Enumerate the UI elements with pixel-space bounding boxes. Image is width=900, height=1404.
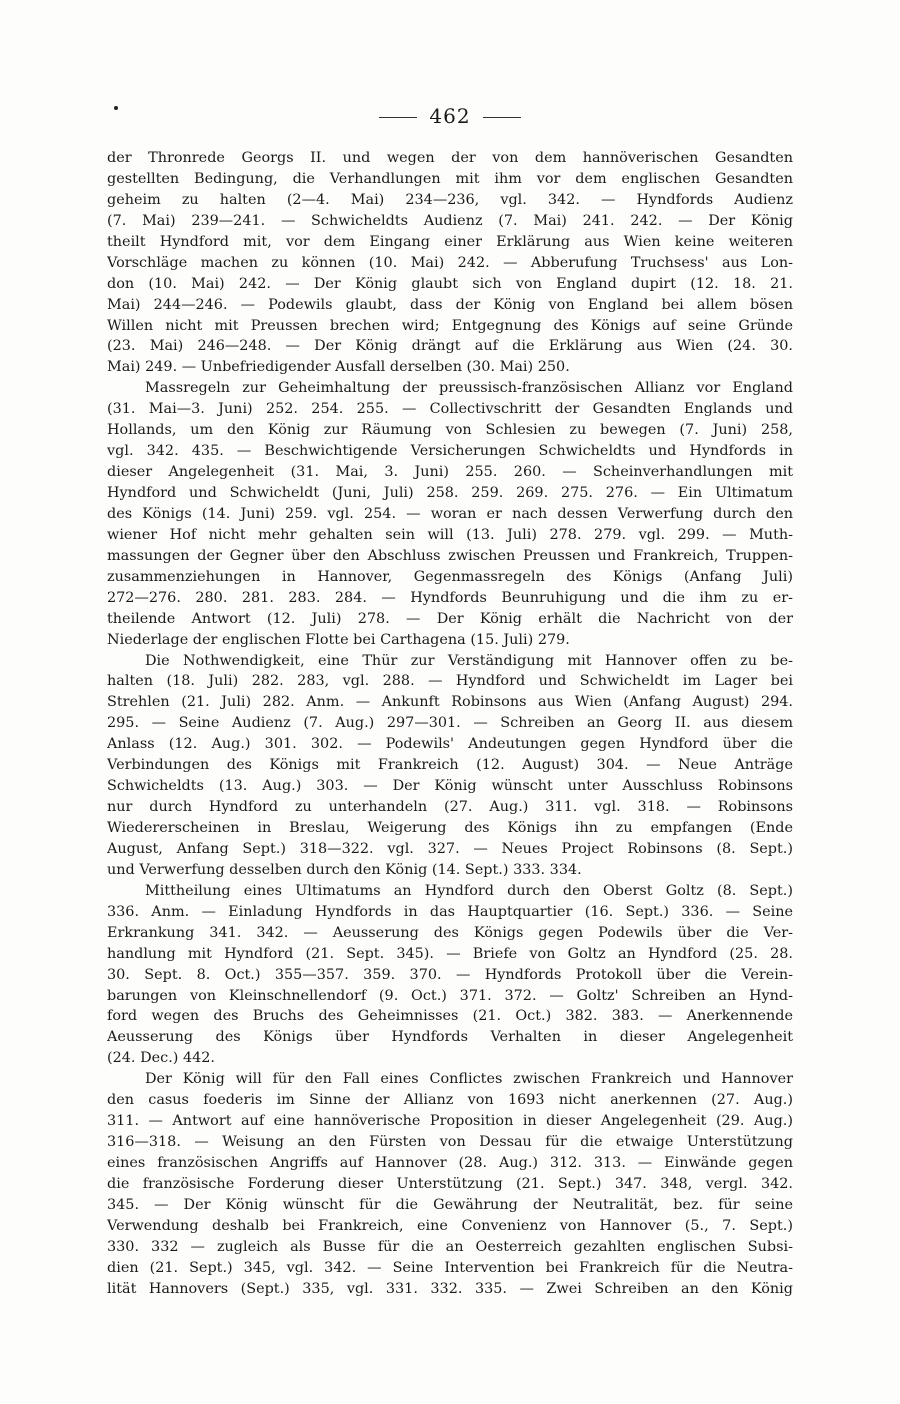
text-line: 295. — Seine Audienz (7. Aug.) 297—301. — Schreiben an Georg II. aus diesem — [107, 715, 793, 732]
text-line: Der König will für den Fall eines Conflictes zwischen Frankreich und Hannover — [145, 1071, 793, 1088]
text-line: Vorschläge machen zu können (10. Mai) 242. — Abberufung Truchsess' aus Lon- — [107, 254, 793, 271]
text-line: eines französischen Angriffs auf Hannover (28. Aug.) 312. 313. — Einwände gegen — [107, 1155, 793, 1171]
text-line: 336. Anm. — Einladung Hyndfords in das Hauptquartier (16. Sept.) 336. — Seine — [107, 903, 793, 920]
text-line: Schwicheldts (13. Aug.) 303. — Der König wünscht unter Ausschluss Robinsons — [107, 778, 793, 795]
text-line: August, Anfang Sept.) 318—322. vgl. 327. — Neues Project Robinsons (8. Sept.) — [107, 840, 793, 857]
text-line: Verwendung deshalb bei Frankreich, eine Convenienz von Hannover (5., 7. Sept.) — [107, 1217, 793, 1234]
text-line: 345. — Der König wünscht für die Gewährung der Neutralität, bez. für seine — [107, 1196, 793, 1213]
text-line: Die Nothwendigkeit, eine Thür zur Verständigung mit Hannover offen zu be- — [145, 652, 793, 669]
text-line: lität Hannovers (Sept.) 335, vgl. 331. 332. 335. — Zwei Schreiben an den König — [107, 1280, 793, 1297]
text-line: Mai) 244—246. — Podewils glaubt, dass der König von England bei allem bösen — [107, 296, 793, 313]
text-line: (7. Mai) 239—241. — Schwicheldts Audienz (7. Mai) 241. 242. — Der König — [107, 212, 793, 229]
text-line: theilt Hyndford mit, vor dem Eingang einer Erklärung aus Wien keine weiteren — [107, 233, 793, 250]
text-line: 316—318. — Weisung an den Fürsten von Dessau für die etwaige Unterstützung — [107, 1134, 793, 1151]
text-line: massungen der Gegner über den Abschluss zwischen Preussen und Frankreich, Truppen- — [107, 547, 793, 564]
text-line: Erkrankung 341. 342. — Aeusserung des Königs gegen Podewils über die Ver- — [107, 924, 793, 941]
text-line: (24. Dec.) 442. — [107, 1050, 215, 1067]
text-line: Massregeln zur Geheimhaltung der preussisch-französischen Allianz vor England — [145, 380, 793, 397]
text-line: dien (21. Sept.) 345, vgl. 342. — Seine Intervention bei Frankreich für die Neutra- — [107, 1259, 793, 1276]
text-line: den casus foederis im Sinne der Allianz von 1693 nicht anerkennen (27. Aug.) — [107, 1092, 793, 1109]
text-line: zusammenziehungen in Hannover, Gegenmassregeln des Königs (Anfang Juli) — [107, 568, 793, 585]
text-line: des Königs (14. Juni) 259. vgl. 254. — woran er nach dessen Verwerfung durch den — [107, 505, 793, 522]
text-line: Aeusserung des Königs über Hyndfords Verhalten in dieser Angelegenheit — [107, 1029, 793, 1046]
text-line: Anlass (12. Aug.) 301. 302. — Podewils' Andeutungen gegen Hyndford über die — [107, 736, 793, 753]
text-line: (31. Mai—3. Juni) 252. 254. 255. — Collectivschritt der Gesandten Englands und — [107, 401, 793, 418]
text-line: Willen nicht mit Preussen brechen wird; Entgegnung des Königs auf seine Gründe — [107, 317, 793, 334]
text-line: geheim zu halten (2—4. Mai) 234—236, vgl. 342. — Hyndfords Audienz — [107, 191, 793, 208]
text-line: halten (18. Juli) 282. 283, vgl. 288. — Hyndford und Schwicheldt im Lager bei — [107, 673, 793, 690]
text-line: der Thronrede Georgs II. und wegen der von dem hannöverischen Gesandten — [107, 150, 793, 166]
text-line: Hollands, um den König zur Räumung von Schlesien zu bewegen (7. Juni) 258, — [107, 422, 793, 439]
text-line: vgl. 342. 435. — Beschwichtigende Versicherungen Schwicheldts und Hyndfords in — [107, 443, 793, 460]
page-number: 462 — [429, 104, 471, 128]
text-line: 272—276. 280. 281. 283. 284. — Hyndfords Beunruhigung und die ihm zu er- — [107, 589, 793, 606]
text-line: und Verwerfung desselben durch den König (14. Sept.) 333. 334. — [107, 861, 582, 878]
text-line: Mai) 249. — Unbefriedigender Ausfall derselben (30. Mai) 250. — [107, 359, 570, 376]
text-line: Wiedererscheinen in Breslau, Weigerung des Königs ihn zu empfangen (Ende — [107, 820, 793, 836]
page-header — [0, 104, 900, 128]
header-dash-left — [379, 117, 417, 118]
text-line: dieser Angelegenheit (31. Mai, 3. Juni) 255. 260. — Scheinverhandlungen mit — [107, 464, 793, 481]
text-line: ford wegen des Bruchs des Geheimnisses (21. Oct.) 382. 383. — Anerkennende — [107, 1008, 793, 1025]
index-text-block — [107, 148, 793, 1300]
text-line: Hyndford und Schwicheldt (Juni, Juli) 258. 259. 269. 275. 276. — Ein Ultimatum — [107, 485, 793, 501]
text-line: Strehlen (21. Juli) 282. Anm. — Ankunft Robinsons aus Wien (Anfang August) 294. — [107, 694, 793, 711]
text-line: Verbindungen des Königs mit Frankreich (12. August) 304. — Neue Anträge — [107, 757, 793, 774]
text-line: gestellten Bedingung, die Verhandlungen mit ihm vor dem englischen Gesandten — [107, 170, 793, 187]
text-line: theilende Antwort (12. Juli) 278. — Der König erhält die Nachricht von der — [107, 610, 793, 627]
text-line: wiener Hof nicht mehr gehalten sein will (13. Juli) 278. 279. vgl. 299. — Muth- — [107, 526, 793, 543]
text-line: 330. 332 — zugleich als Busse für die an Oesterreich gezahlten englischen Subsi- — [107, 1238, 793, 1255]
text-line: 30. Sept. 8. Oct.) 355—357. 359. 370. — Hyndfords Protokoll über die Verein- — [107, 966, 793, 983]
text-line: don (10. Mai) 242. — Der König glaubt sich von England dupirt (12. 18. 21. — [107, 275, 793, 292]
text-line: (23. Mai) 246—248. — Der König drängt auf die Erklärung aus Wien (24. 30. — [107, 338, 793, 355]
text-line: 311. — Antwort auf eine hannöverische Proposition in dieser Angelegenheit (29. Aug.) — [107, 1113, 793, 1130]
text-line: nur durch Hyndford zu unterhandeln (27. Aug.) 311. vgl. 318. — Robinsons — [107, 799, 793, 816]
text-line: die französische Forderung dieser Unterstützung (21. Sept.) 347. 348, vergl. 342. — [107, 1175, 793, 1192]
header-dash-right — [483, 117, 521, 118]
text-line: handlung mit Hyndford (21. Sept. 345). — Briefe von Goltz an Hyndford (25. 28. — [107, 945, 793, 962]
text-line: barungen von Kleinschnellendorf (9. Oct.) 371. 372. — Goltz' Schreiben an Hynd- — [107, 987, 793, 1004]
text-line: Mittheilung eines Ultimatums an Hyndford durch den Oberst Goltz (8. Sept.) — [145, 882, 793, 899]
text-line: Niederlage der englischen Flotte bei Carthagena (15. Juli) 279. — [107, 631, 570, 648]
